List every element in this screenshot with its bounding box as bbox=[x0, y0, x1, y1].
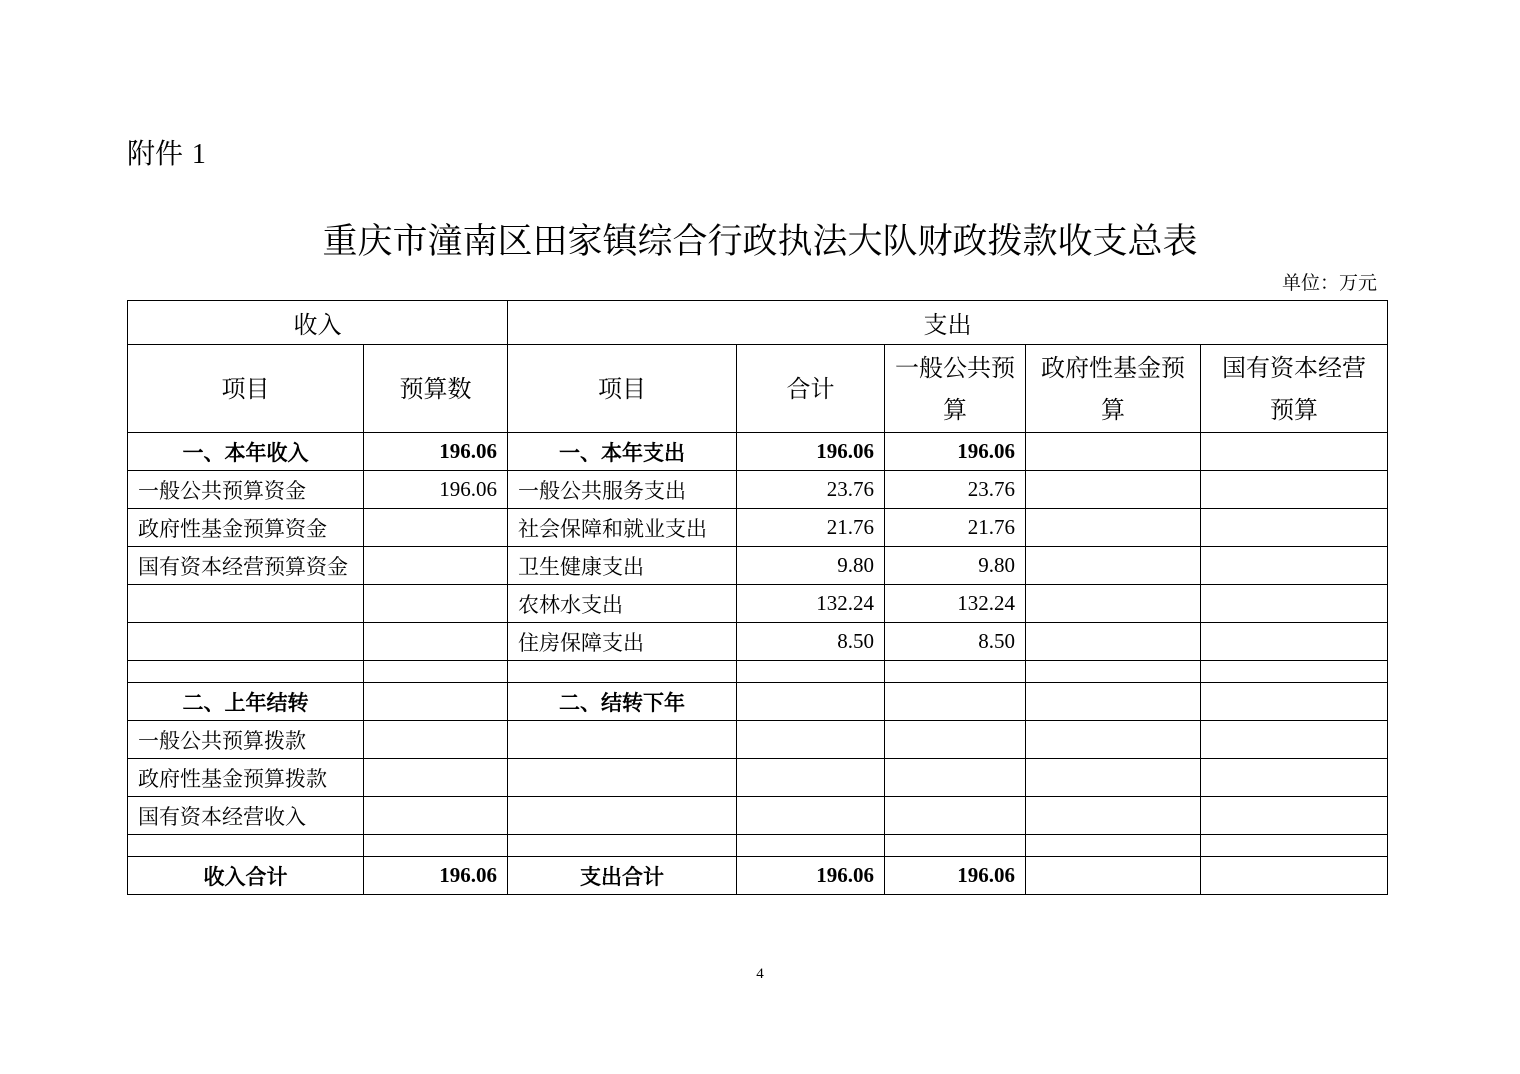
col-income-item: 项目 bbox=[128, 345, 364, 433]
income-group-header: 收入 bbox=[128, 301, 508, 345]
cell-income-item bbox=[128, 623, 364, 661]
cell-capital bbox=[1201, 623, 1388, 661]
cell-expense-item bbox=[508, 721, 737, 759]
cell-income-item: 政府性基金预算拨款 bbox=[128, 759, 364, 797]
cell-total bbox=[737, 683, 885, 721]
cell-general bbox=[885, 721, 1026, 759]
cell-general: 23.76 bbox=[885, 471, 1026, 509]
cell-expense-item: 住房保障支出 bbox=[508, 623, 737, 661]
cell-total: 196.06 bbox=[737, 433, 885, 471]
cell-income-budget bbox=[364, 547, 508, 585]
table-row bbox=[128, 509, 1388, 547]
cell-general: 8.50 bbox=[885, 623, 1026, 661]
cell-income-budget: 196.06 bbox=[364, 471, 508, 509]
cell-capital bbox=[1201, 471, 1388, 509]
cell-general: 21.76 bbox=[885, 509, 1026, 547]
cell-income-item: 国有资本经营收入 bbox=[128, 797, 364, 835]
cell-fund bbox=[1026, 509, 1201, 547]
column-header-row bbox=[128, 345, 1388, 433]
cell-general bbox=[885, 759, 1026, 797]
col-state-capital: 国有资本经营预算 bbox=[1201, 345, 1388, 433]
table-row bbox=[128, 585, 1388, 623]
cell-capital bbox=[1201, 797, 1388, 835]
attachment-number: 1 bbox=[191, 139, 206, 170]
table-row-total bbox=[128, 857, 1388, 895]
cell-total: 23.76 bbox=[737, 471, 885, 509]
cell-total: 196.06 bbox=[737, 857, 885, 895]
cell-income-budget bbox=[364, 509, 508, 547]
table-row bbox=[128, 623, 1388, 661]
cell-general bbox=[885, 683, 1026, 721]
cell-general: 132.24 bbox=[885, 585, 1026, 623]
cell-income-item bbox=[128, 585, 364, 623]
cell-total: 21.76 bbox=[737, 509, 885, 547]
col-expense-item: 项目 bbox=[508, 345, 737, 433]
cell-income-budget bbox=[364, 797, 508, 835]
expense-group-header: 支出 bbox=[508, 301, 1388, 345]
cell-income-item: 国有资本经营预算资金 bbox=[128, 547, 364, 585]
cell-expense-item bbox=[508, 797, 737, 835]
cell-general: 196.06 bbox=[885, 433, 1026, 471]
table-row bbox=[128, 683, 1388, 721]
cell-capital bbox=[1201, 547, 1388, 585]
cell-fund bbox=[1026, 471, 1201, 509]
cell-income-item: 二、上年结转 bbox=[128, 683, 364, 721]
cell-fund bbox=[1026, 797, 1201, 835]
cell-income-budget bbox=[364, 585, 508, 623]
cell-general bbox=[885, 797, 1026, 835]
attachment-label bbox=[127, 136, 206, 173]
cell-income-budget bbox=[364, 623, 508, 661]
col-income-budget: 预算数 bbox=[364, 345, 508, 433]
cell-income-budget: 196.06 bbox=[364, 433, 508, 471]
cell-expense-item: 一、本年支出 bbox=[508, 433, 737, 471]
cell-income-budget bbox=[364, 683, 508, 721]
cell-fund bbox=[1026, 759, 1201, 797]
cell-capital bbox=[1201, 509, 1388, 547]
unit-label: 单位：万元 bbox=[1281, 272, 1377, 294]
cell-total: 9.80 bbox=[737, 547, 885, 585]
table-row bbox=[128, 797, 1388, 835]
cell-income-budget: 196.06 bbox=[364, 857, 508, 895]
attachment-label-text: 附件 bbox=[127, 137, 184, 170]
cell-capital bbox=[1201, 433, 1388, 471]
cell-income-budget bbox=[364, 759, 508, 797]
cell-income-item: 一般公共预算资金 bbox=[128, 471, 364, 509]
cell-expense-item: 农林水支出 bbox=[508, 585, 737, 623]
spacer-row bbox=[128, 835, 1388, 857]
table-row bbox=[128, 721, 1388, 759]
col-total: 合计 bbox=[737, 345, 885, 433]
cell-total: 8.50 bbox=[737, 623, 885, 661]
cell-fund bbox=[1026, 683, 1201, 721]
table-row bbox=[128, 471, 1388, 509]
cell-expense-item: 二、结转下年 bbox=[508, 683, 737, 721]
cell-capital bbox=[1201, 759, 1388, 797]
cell-income-item: 收入合计 bbox=[128, 857, 364, 895]
spacer-row bbox=[128, 661, 1388, 683]
cell-income-budget bbox=[364, 721, 508, 759]
cell-capital bbox=[1201, 683, 1388, 721]
col-general-budget: 一般公共预算 bbox=[885, 345, 1026, 433]
cell-capital bbox=[1201, 585, 1388, 623]
cell-expense-item bbox=[508, 759, 737, 797]
cell-expense-item: 支出合计 bbox=[508, 857, 737, 895]
table-row bbox=[128, 547, 1388, 585]
cell-fund bbox=[1026, 433, 1201, 471]
cell-income-item: 一、本年收入 bbox=[128, 433, 364, 471]
cell-capital bbox=[1201, 857, 1388, 895]
cell-income-item: 一般公共预算拨款 bbox=[128, 721, 364, 759]
cell-general: 196.06 bbox=[885, 857, 1026, 895]
cell-income-item: 政府性基金预算资金 bbox=[128, 509, 364, 547]
cell-total bbox=[737, 797, 885, 835]
cell-general: 9.80 bbox=[885, 547, 1026, 585]
cell-total: 132.24 bbox=[737, 585, 885, 623]
header-group-row bbox=[128, 301, 1388, 345]
cell-expense-item: 一般公共服务支出 bbox=[508, 471, 737, 509]
table-row bbox=[128, 759, 1388, 797]
cell-fund bbox=[1026, 623, 1201, 661]
cell-fund bbox=[1026, 857, 1201, 895]
cell-total bbox=[737, 721, 885, 759]
budget-table bbox=[127, 300, 1388, 895]
cell-expense-item: 社会保障和就业支出 bbox=[508, 509, 737, 547]
table-row bbox=[128, 433, 1388, 471]
page-number: 4 bbox=[756, 966, 764, 982]
cell-total bbox=[737, 759, 885, 797]
cell-capital bbox=[1201, 721, 1388, 759]
cell-fund bbox=[1026, 547, 1201, 585]
cell-fund bbox=[1026, 585, 1201, 623]
cell-expense-item: 卫生健康支出 bbox=[508, 547, 737, 585]
page-title: 重庆市潼南区田家镇综合行政执法大队财政拨款收支总表 bbox=[322, 222, 1198, 262]
col-gov-fund: 政府性基金预算 bbox=[1026, 345, 1201, 433]
cell-fund bbox=[1026, 721, 1201, 759]
